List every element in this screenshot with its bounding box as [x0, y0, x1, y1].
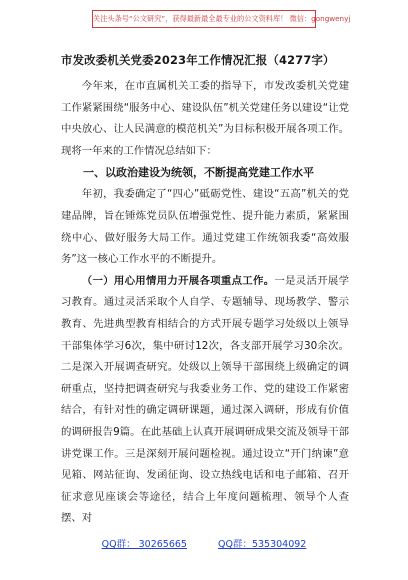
paragraph-key-work	[61, 271, 349, 530]
paragraph-intro: 今年来，在市直属机关工委的指导下，市发改委机关党建工作紧紧围绕“服务中心、建设队伍”机关党建任务以建设“让党中央放心、让人民满意的模范机关”为目标积极开展各项工作。现将一年来的工作情况总结如下：	[61, 80, 349, 157]
document-title: 市发改委机关党委2023年工作情况汇报（4277字）	[61, 53, 335, 67]
paragraph-key-work-text: 一是灵活开展学习教育。通过灵活采取个人自学、专题辅导、现场教学、警示教育、先进典型教育相结合的方式开展专题学习处级以上领导干部集体学习6次，集中研讨12次，各支部开展学习30余次。二是深入开展调查研究。处级以上领导干部围绕上级确定的调研重点，坚持把调查研究与我委业务工作、党的建设工作紧密结合，有针对性的确定调研课题，通过深入调研，形成有价值的调研报告9篇。在此基础上认真开展调研成果交流及领导干部讲党课工作。三是深刻开展问题检视。通过设立“开门纳谏”意见箱、网站征询、发函征询、设立热线电话和电子邮箱、召开征求意见座谈会等途径，结合上年度问题梳理、领导个人查摆、对	[61, 274, 349, 525]
document-body	[61, 50, 349, 530]
subsection-heading: （一）用心用情用力开展各项重点工作。	[81, 274, 275, 287]
qq-group-link-2[interactable]: QQ群：535304092	[218, 539, 307, 550]
header-banner: 关注头条号“公文研究”，获得最新最全最专业的公文资料库！ 微信：gongwenyj	[92, 10, 316, 28]
qq-group-link-1[interactable]: QQ群： 30265665	[101, 539, 187, 550]
section-heading: 一、以政治建设为统领，不断提高党建工作水平	[83, 166, 314, 180]
paragraph-brand: 年初，我委确定了“四心”砥砺党性、建设“五高”机关的党建品牌，旨在锤炼党员队伍增强党性、提升能力素质，紧紧围绕中心、做好服务大局工作。通过党建工作统领我委“高效服务”这一核心工作水平的不断提升。	[61, 188, 349, 266]
footer-contacts	[0, 536, 408, 550]
